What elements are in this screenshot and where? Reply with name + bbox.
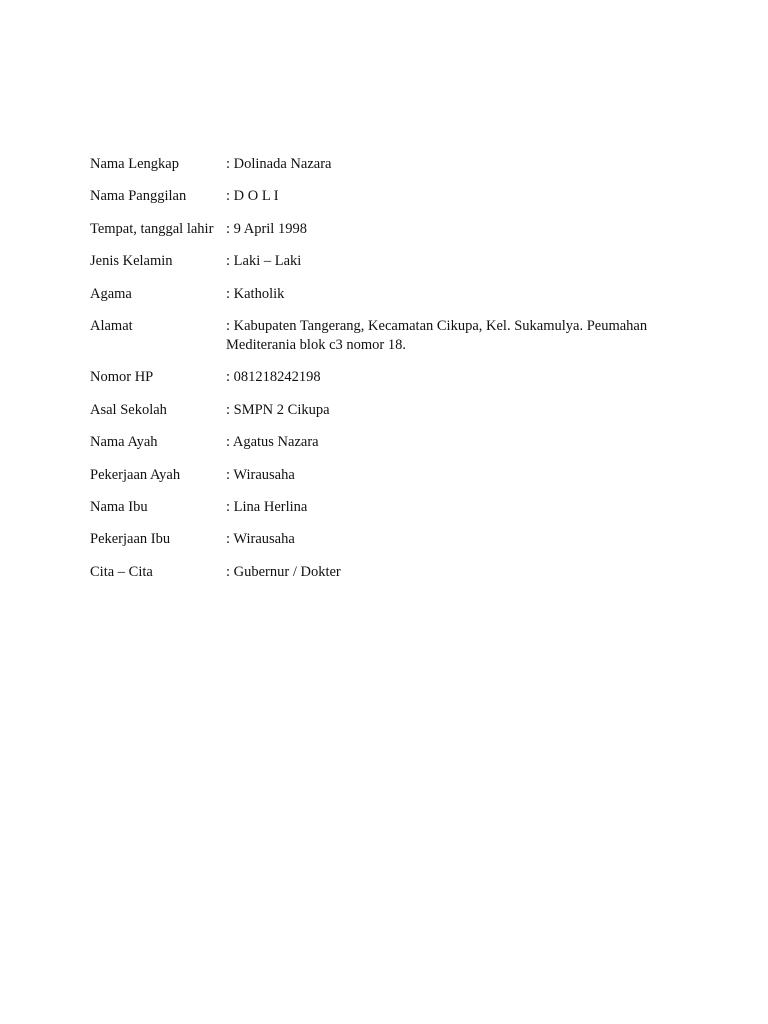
field-row-cita-cita: [90, 563, 690, 582]
field-value: : Wirausaha: [226, 466, 295, 483]
field-label: Asal Sekolah: [90, 401, 167, 418]
field-label: Nama Panggilan: [90, 188, 187, 205]
field-row-pekerjaan-ayah: [90, 466, 690, 485]
field-row-alamat: [90, 317, 690, 355]
field-label: Nama Lengkap: [90, 156, 179, 172]
field-row-nomor-hp: [90, 368, 690, 387]
field-value: : 9 April 1998: [226, 220, 307, 237]
field-value: : Gubernur / Dokter: [226, 563, 341, 580]
field-value: : D O L I: [226, 188, 279, 205]
field-label: Agama: [90, 285, 132, 302]
field-label: Jenis Kelamin: [90, 253, 173, 270]
field-value: : SMPN 2 Cikupa: [226, 401, 330, 418]
field-value: : 081218242198: [226, 369, 321, 386]
field-row-tempat-tanggal-lahir: [90, 220, 690, 239]
field-value: : Lina Herlina: [226, 498, 308, 515]
field-label: Tempat, tanggal lahir: [90, 220, 214, 237]
field-label: Nomor HP: [90, 369, 154, 386]
field-row-jenis-kelamin: [90, 252, 690, 271]
field-value: : Katholik: [226, 285, 285, 302]
field-label: Pekerjaan Ayah: [90, 466, 181, 483]
field-row-pekerjaan-ibu: [90, 530, 690, 549]
field-label: Nama Ayah: [90, 434, 158, 451]
field-label: Pekerjaan Ibu: [90, 531, 171, 548]
field-value: : Wirausaha: [226, 531, 295, 548]
biodata-document: [90, 155, 690, 595]
field-value: : Agatus Nazara: [226, 434, 319, 451]
field-label: Alamat: [90, 317, 133, 334]
field-row-nama-ibu: [90, 498, 690, 517]
field-value: : Laki – Laki: [226, 253, 302, 270]
field-value: : Kabupaten Tangerang, Kecamatan Cikupa, Kel. Sukamulya. Peumahan Mediterania blok c3 nomor 18.: [226, 317, 648, 353]
field-row-asal-sekolah: [90, 401, 690, 420]
field-value: : Dolinada Nazara: [226, 156, 332, 172]
field-row-agama: [90, 285, 690, 304]
field-label: Cita – Cita: [90, 563, 153, 580]
field-row-nama-lengkap: [90, 155, 690, 174]
field-label: Nama Ibu: [90, 498, 148, 515]
field-row-nama-ayah: [90, 433, 690, 452]
field-row-nama-panggilan: [90, 187, 690, 206]
